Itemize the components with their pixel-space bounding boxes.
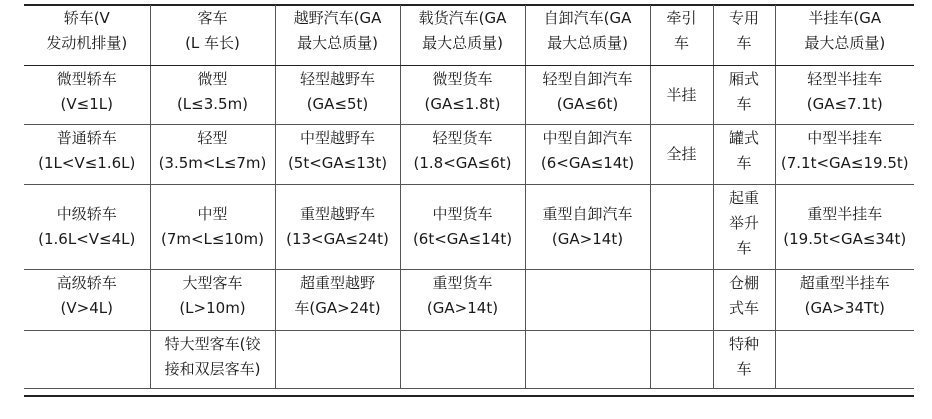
header-cell: 半挂车(GA 最大总质量) [775, 5, 914, 65]
header-cell: 越野汽车(GA 最大总质量) [275, 5, 400, 65]
table-cell [650, 330, 713, 388]
table-cell: 大型客车 (L>10m) [150, 269, 275, 330]
table-cell: 微型轿车 (V≤1L) [24, 65, 150, 124]
table-cell: 高级轿车 (V>4L) [24, 269, 150, 330]
table-cell: 重型越野车 (13<GA≤24t) [275, 184, 400, 269]
table-cell: 中型货车 (6t<GA≤14t) [400, 184, 525, 269]
table-cell [525, 269, 650, 330]
table-cell [400, 330, 525, 388]
table-cell: 轻型自卸汽车 (GA≤6t) [525, 65, 650, 124]
header-cell: 牵引 车 [650, 5, 713, 65]
table-cell: 轻型半挂车 (GA≤7.1t) [775, 65, 914, 124]
table-row [24, 65, 914, 124]
table-cell: 特种 车 [713, 330, 775, 388]
header-cell: 载货汽车(GA 最大总质量) [400, 5, 525, 65]
header-cell: 自卸汽车(GA 最大总质量) [525, 5, 650, 65]
table-cell: 轻型货车 (1.8<GA≤6t) [400, 124, 525, 184]
table-cell [525, 330, 650, 388]
table-row [24, 124, 914, 184]
table-cell: 罐式 车 [713, 124, 775, 184]
table-row [24, 269, 914, 330]
table-cell: 超重型越野 车(GA>24t) [275, 269, 400, 330]
table-cell [24, 330, 150, 388]
table-cell: 轻型越野车 (GA≤5t) [275, 65, 400, 124]
header-cell: 专用 车 [713, 5, 775, 65]
table-cell: 轻型 (3.5m<L≤7m) [150, 124, 275, 184]
table-cell: 重型半挂车 (19.5t<GA≤34t) [775, 184, 914, 269]
table-cell [775, 330, 914, 388]
table-cell: 半挂 [650, 65, 713, 124]
table-bottom-rule [24, 395, 914, 397]
table-row [24, 184, 914, 269]
table-cell: 中型半挂车 (7.1t<GA≤19.5t) [775, 124, 914, 184]
table-cell: 仓棚 式车 [713, 269, 775, 330]
table-cell [650, 269, 713, 330]
table-cell: 重型自卸汽车 (GA>14t) [525, 184, 650, 269]
table-cell [650, 184, 713, 269]
table-header-row [24, 5, 914, 65]
header-cell: 轿车(V 发动机排量) [24, 5, 150, 65]
table-cell: 重型货车 (GA>14t) [400, 269, 525, 330]
table-cell: 普通轿车 (1L<V≤1.6L) [24, 124, 150, 184]
header-cell: 客车 (L 车长) [150, 5, 275, 65]
table-cell: 微型 (L≤3.5m) [150, 65, 275, 124]
table-cell: 微型货车 (GA≤1.8t) [400, 65, 525, 124]
vehicle-classification-table [24, 5, 914, 389]
table-cell: 中型 (7m<L≤10m) [150, 184, 275, 269]
table-cell [275, 330, 400, 388]
table-cell: 中型自卸汽车 (6<GA≤14t) [525, 124, 650, 184]
table-cell: 中级轿车 (1.6L<V≤4L) [24, 184, 150, 269]
table-cell: 全挂 [650, 124, 713, 184]
table-row [24, 330, 914, 388]
table-cell: 超重型半挂车 (GA>34Tt) [775, 269, 914, 330]
table-cell: 起重 举升 车 [713, 184, 775, 269]
table-cell: 中型越野车 (5t<GA≤13t) [275, 124, 400, 184]
table-cell: 厢式 车 [713, 65, 775, 124]
table-cell: 特大型客车(铰 接和双层客车) [150, 330, 275, 388]
